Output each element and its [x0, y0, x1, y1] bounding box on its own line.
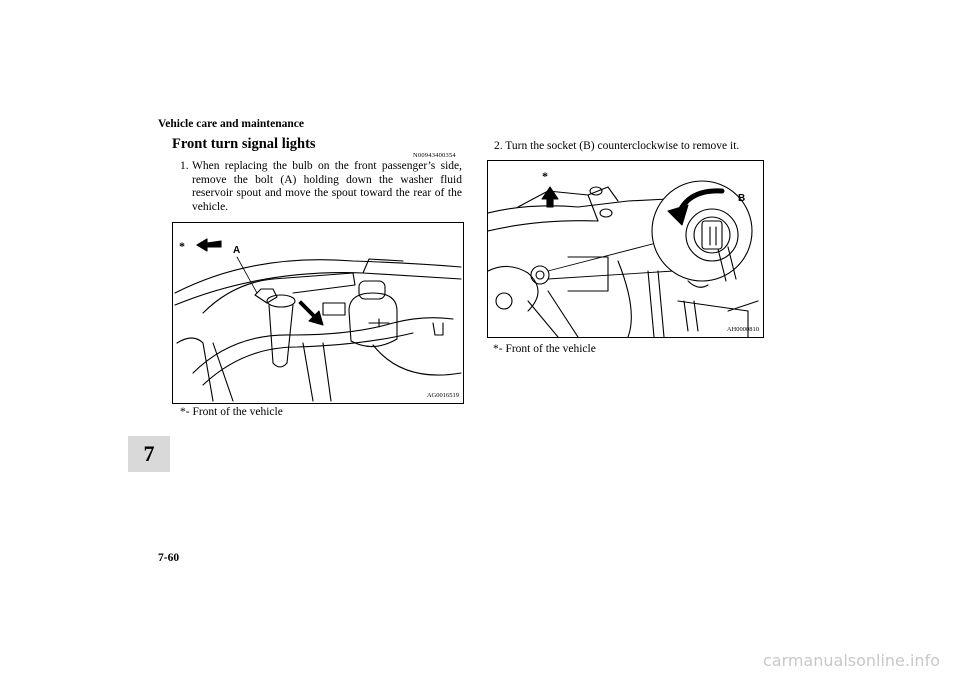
figure-2-front-marker: *: [542, 169, 548, 183]
page-number: 7-60: [158, 552, 180, 564]
figure-washer-spout: [172, 222, 464, 404]
chapter-tab-number: 7: [143, 441, 155, 466]
step-2: [494, 140, 739, 152]
step-2-text: Turn the socket (B) counterclockwise to remove it.: [505, 140, 740, 152]
figure-1-caption: *- Front of the vehicle: [180, 406, 283, 418]
chapter-tab: [128, 436, 170, 472]
figure-1-front-marker: *: [179, 239, 185, 253]
page-header: Vehicle care and maintenance: [158, 118, 304, 130]
step-1-text: When replacing the bulb on the front passenger’s side, remove the bolt (A) holding down the washer fluid reservoir spout and move the spout toward the rear of the vehicle.: [192, 160, 462, 213]
figure-washer-spout-illustration: [173, 223, 463, 403]
figure-socket: [487, 160, 764, 338]
step-1-number: 1.: [180, 160, 189, 172]
figure-1-part-label: A: [233, 245, 241, 256]
step-2-number: 2.: [494, 140, 503, 152]
watermark: carmanualsonline.info: [762, 651, 940, 670]
section-title: Front turn signal lights: [172, 136, 316, 152]
figure-2-code: AH0000810: [726, 326, 759, 333]
figure-socket-illustration: [488, 161, 763, 337]
figure-2-caption: *- Front of the vehicle: [493, 343, 596, 355]
figure-2-part-label: B: [738, 193, 746, 204]
figure-1-code: AG0016519: [426, 392, 459, 399]
section-code: N00943400354: [413, 152, 456, 159]
step-1: [172, 160, 462, 214]
